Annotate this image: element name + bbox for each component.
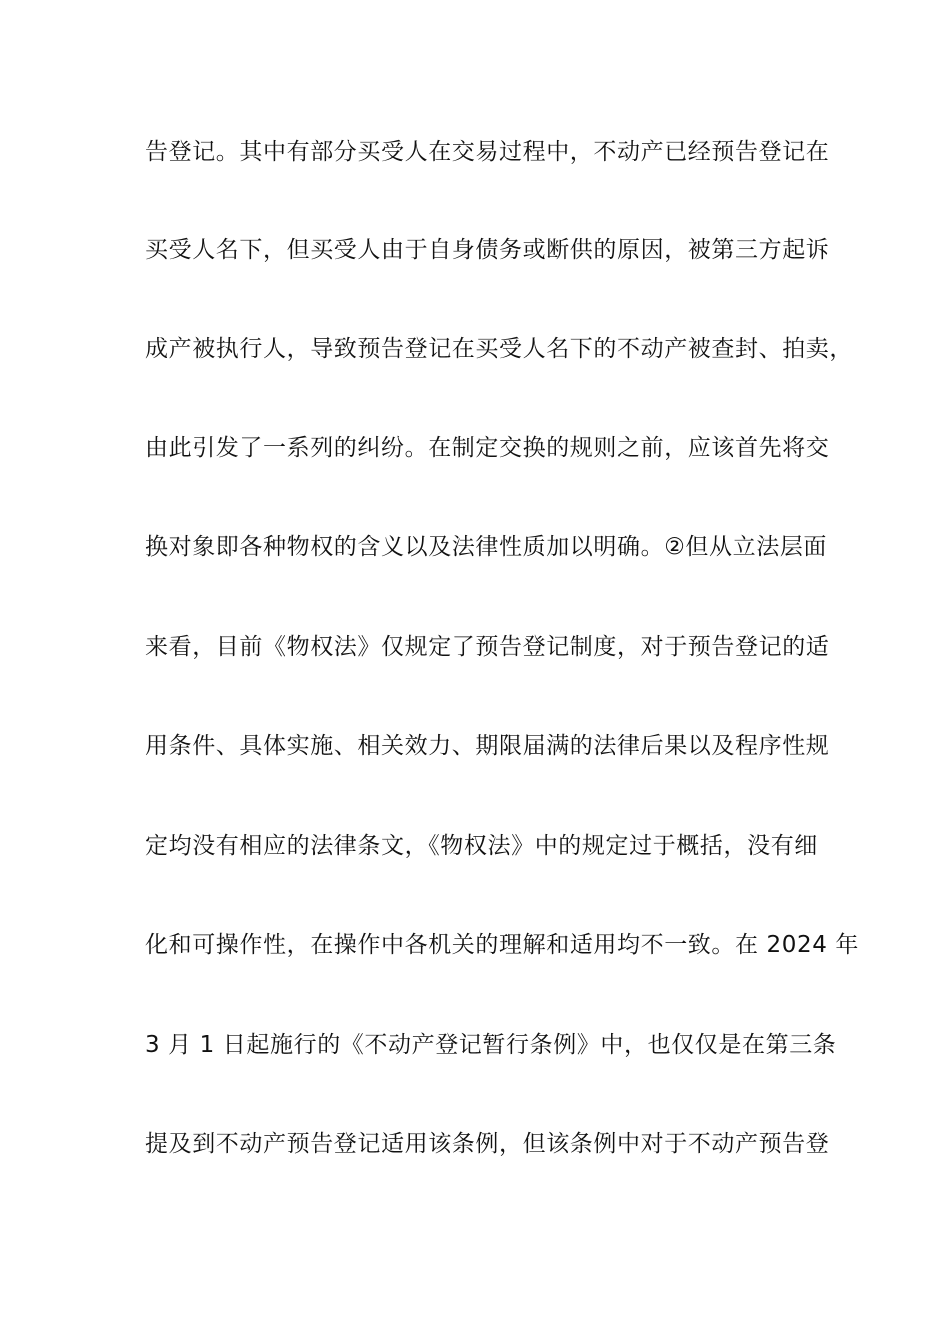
- paragraph-line-7: 用条件、具体实施、相关效力、期限届满的法律后果以及程序性规: [145, 733, 830, 759]
- paragraph-line-10: 3 月 1 日起施行的《不动产登记暂行条例》中，也仅仅是在第三条: [145, 1032, 837, 1058]
- paragraph-line-2: 买受人名下，但买受人由于自身债务或断供的原因，被第三方起诉: [145, 237, 830, 263]
- paragraph-line-8: 定均没有相应的法律条文，《物权法》中的规定过于概括，没有细: [145, 833, 818, 859]
- paragraph-line-9: 化和可操作性，在操作中各机关的理解和适用均不一致。在 2024 年: [145, 932, 859, 958]
- paragraph-line-11: 提及到不动产预告登记适用该条例，但该条例中对于不动产预告登: [145, 1131, 830, 1157]
- paragraph-line-1: 告登记。其中有部分买受人在交易过程中，不动产已经预告登记在: [145, 139, 830, 165]
- paragraph-line-3: 成产被执行人，导致预告登记在买受人名下的不动产被查封、拍卖，: [145, 336, 853, 362]
- paragraph-line-4: 由此引发了一系列的纠纷。在制定交换的规则之前，应该首先将交: [145, 435, 830, 461]
- paragraph-line-5: 换对象即各种物权的含义以及法律性质加以明确。②但从立法层面: [145, 534, 828, 560]
- paragraph-line-6: 来看，目前《物权法》仅规定了预告登记制度，对于预告登记的适: [145, 634, 830, 660]
